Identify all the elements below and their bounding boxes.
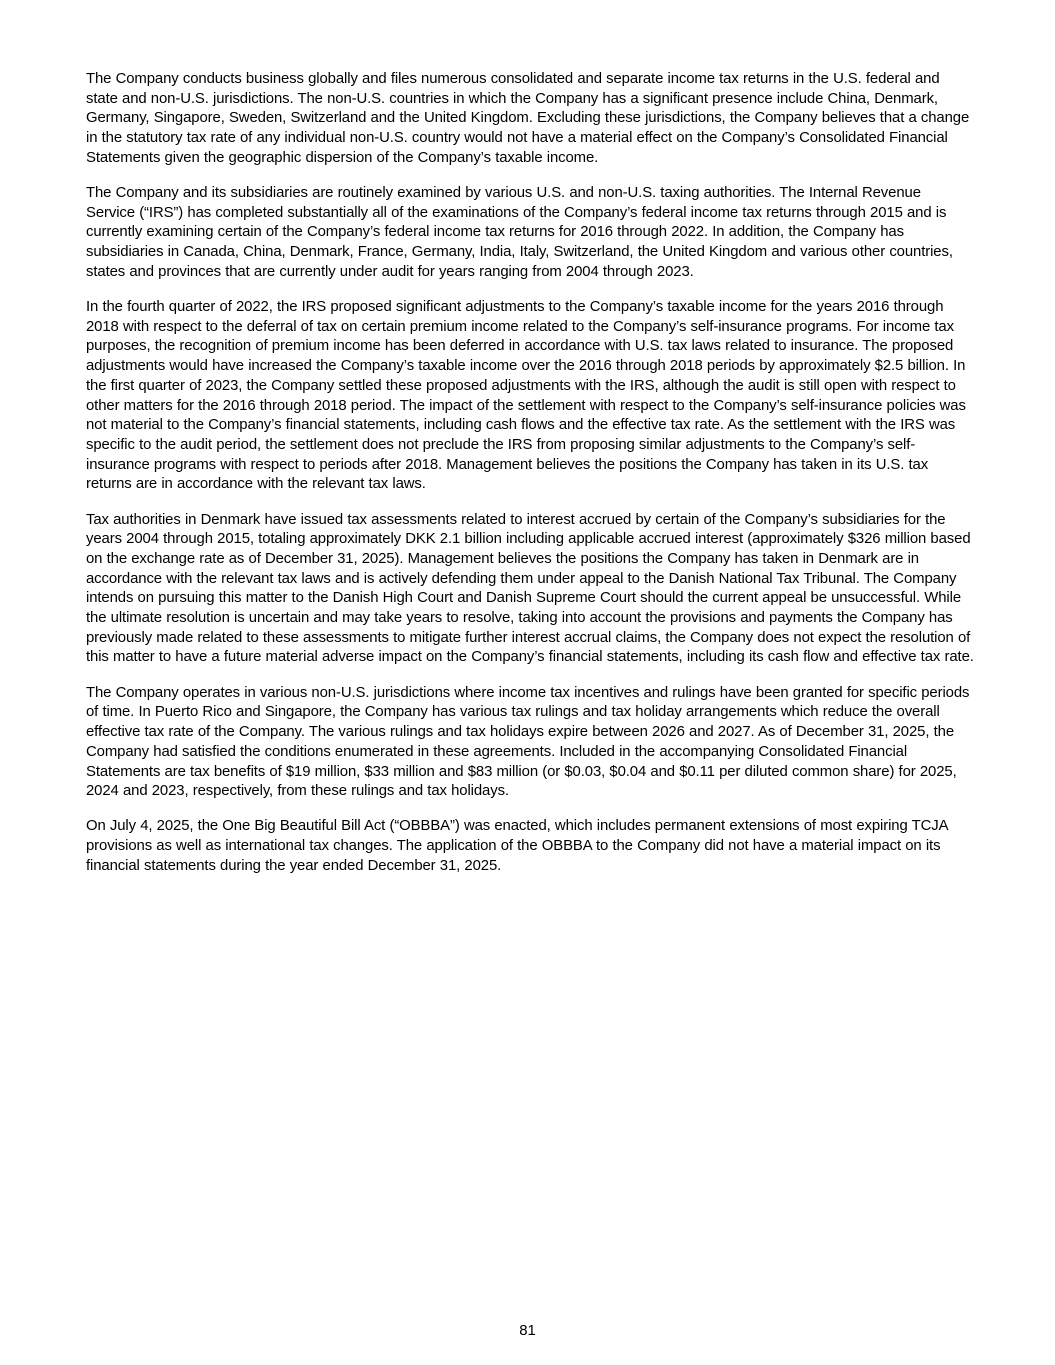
paragraph-irs-adjustments: In the fourth quarter of 2022, the IRS proposed significant adjustments to the Company’s taxable income for the years 2016 through 2018 with respect to the deferral of tax on certain premium income related to the Company’s self-insurance programs. For income tax purposes, the recognition of premium income has been deferred in accordance with U.S. tax laws related to insurance. The proposed adjustments would have increased the Company’s taxable income over the 2016 through 2018 periods by approximately $2.5 billion. In the first quarter of 2023, the Company settled these proposed adjustments with the IRS, although the audit is still open with respect to other matters for the 2016 through 2018 period. The impact of the settlement with respect to the Company’s self-insurance policies was not material to the Company’s financial statements, including cash flows and the effective tax rate. As the settlement with the IRS was specific to the audit period, the settlement does not preclude the IRS from proposing similar adjustments to the Company’s self-insurance programs with respect to periods after 2018. Management believes the positions the Company has taken in its U.S. tax returns are in accordance with the relevant tax laws. (86, 299, 966, 493)
paragraph-tax-jurisdictions: The Company conducts business globally and files numerous consolidated and separate income tax returns in the U.S. federal and state and non-U.S. jurisdictions. The non-U.S. countries in which the Company has a significant presence include China, Denmark, Germany, Singapore, Sweden, Switzerland and the United Kingdom. Excluding these jurisdictions, the Company believes that a change in the statutory tax rate of any individual non-U.S. country would not have a material effect on the Company’s Consolidated Financial Statements given the geographic dispersion of the Company’s taxable income. (86, 71, 970, 166)
page-number: 81 (519, 1323, 536, 1339)
paragraph-tax-incentives: The Company operates in various non-U.S. jurisdictions where income tax incentives and rulings have been granted for specific periods of time. In Puerto Rico and Singapore, the Company has various tax rulings and tax holiday arrangements which reduce the overall effective tax rate of the Company. The various rulings and tax holidays expire between 2026 and 2027. As of December 31, 2025, the Company had satisfied the conditions enumerated in these agreements. Included in the accompanying Consolidated Financial Statements are tax benefits of $19 million, $33 million and $83 million (or $0.03, $0.04 and $0.11 per diluted common share) for 2025, 2024 and 2023, respectively, from these rulings and tax holidays. (86, 684, 970, 800)
paragraph-obbba: On July 4, 2025, the One Big Beautiful Bill Act (“OBBBA”) was enacted, which includes permanent extensions of most expiring TCJA provisions as well as international tax changes. The application of the OBBBA to the Company did not have a material impact on its financial statements during the year ended December 31, 2025. (86, 818, 948, 874)
paragraph-tax-examinations: The Company and its subsidiaries are routinely examined by various U.S. and non-U.S. taxing authorities. The Internal Revenue Service (“IRS”) has completed substantially all of the examinations of the Company’s federal income tax returns through 2015 and is currently examining certain of the Company’s federal income tax returns for 2016 through 2022. In addition, the Company has subsidiaries in Canada, China, Denmark, France, Germany, India, Italy, Switzerland, the United Kingdom and various other countries, states and provinces that are currently under audit for years ranging from 2004 through 2023. (86, 185, 953, 280)
paragraph-denmark-assessments: Tax authorities in Denmark have issued tax assessments related to interest accrued by certain of the Company’s subsidiaries for the years 2004 through 2015, totaling approximately DKK 2.1 billion including applicable accrued interest (approximately $326 million based on the exchange rate as of December 31, 2025). Management believes the positions the Company has taken in Denmark are in accordance with the relevant tax laws and is actively defending them under appeal to the Danish National Tax Tribunal. The Company intends on pursuing this matter to the Danish High Court and Danish Supreme Court should the current appeal be unsuccessful. While the ultimate resolution is uncertain and may take years to resolve, taking into account the provisions and payments the Company has previously made related to these assessments to mitigate further interest accrual claims, the Company does not expect the resolution of this matter to have a future material adverse impact on the Company’s financial statements, including its cash flow and effective tax rate. (86, 511, 974, 666)
document-body (86, 70, 974, 892)
